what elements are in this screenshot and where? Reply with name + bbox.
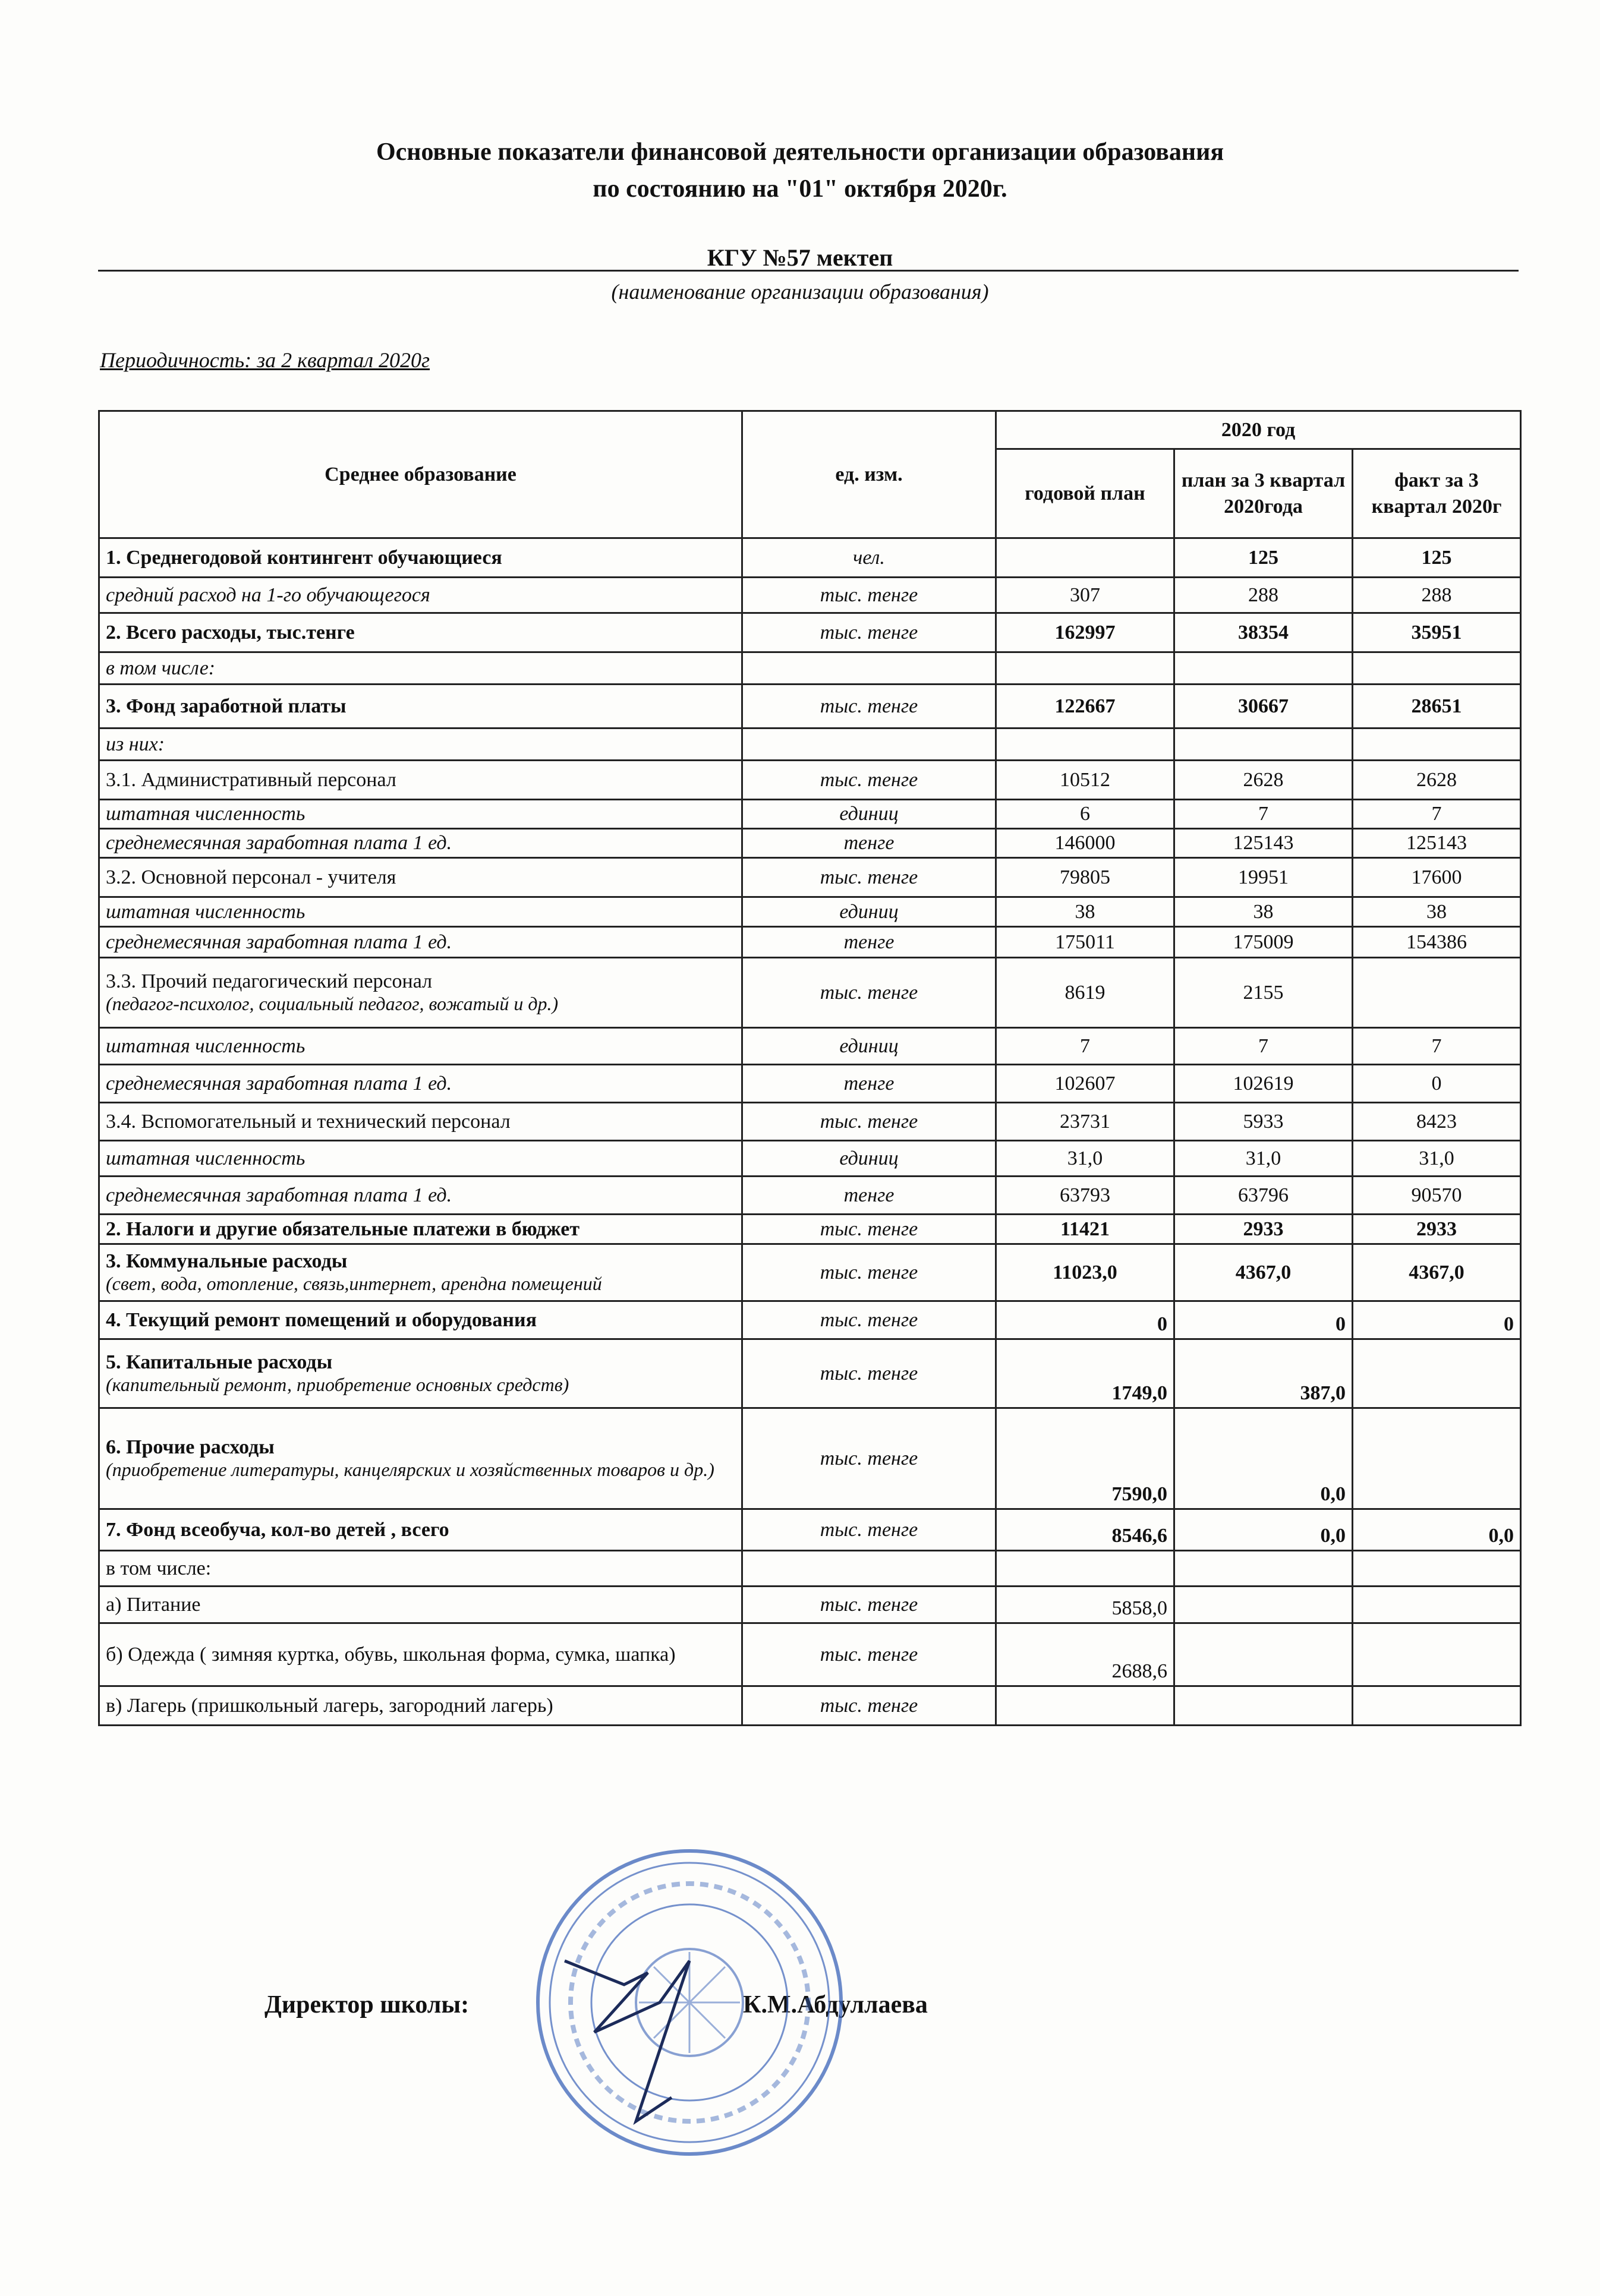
periodicity-label: Периодичность: за 2 квартал 2020г bbox=[100, 348, 430, 372]
director-name: К.М.Абдуллаева bbox=[743, 1991, 928, 2019]
table-row bbox=[99, 858, 1521, 897]
cell-plan: 288 bbox=[1174, 578, 1353, 613]
cell-plan: 5933 bbox=[1174, 1103, 1353, 1141]
cell-plan: 38 bbox=[1174, 897, 1353, 927]
cell-fact: 154386 bbox=[1353, 927, 1521, 958]
row-label: в) Лагерь (пришкольный лагерь, загородний лагерь) bbox=[99, 1686, 742, 1726]
cell-annual bbox=[996, 1686, 1174, 1726]
cell-fact bbox=[1353, 1686, 1521, 1726]
row-unit bbox=[742, 652, 996, 685]
document-title: Основные показатели финансовой деятельности организации образования bbox=[376, 138, 1224, 166]
cell-annual: 31,0 bbox=[996, 1141, 1174, 1177]
row-label: 2. Налоги и другие обязательные платежи в бюджет bbox=[99, 1215, 742, 1244]
cell-annual: 307 bbox=[996, 578, 1174, 613]
table-row bbox=[99, 1623, 1521, 1686]
cell-fact bbox=[1353, 1408, 1521, 1509]
row-unit: тыс. тенге bbox=[742, 1587, 996, 1623]
cell-plan: 31,0 bbox=[1174, 1141, 1353, 1177]
row-sublabel: (свет, вода, отопление, связь,интернет, арендна помещений bbox=[106, 1273, 602, 1294]
cell-plan: 387,0 bbox=[1174, 1339, 1353, 1408]
row-label: 3.4. Вспомогательный и технический персонал bbox=[99, 1103, 742, 1141]
cell-plan bbox=[1174, 1587, 1353, 1623]
cell-plan: 125 bbox=[1174, 538, 1353, 578]
cell-fact: 2933 bbox=[1353, 1215, 1521, 1244]
cell-fact: 31,0 bbox=[1353, 1141, 1521, 1177]
cell-plan bbox=[1174, 728, 1353, 761]
row-label: среднемесячная заработная плата 1 ед. bbox=[99, 1177, 742, 1215]
cell-fact bbox=[1353, 1339, 1521, 1408]
cell-fact: 7 bbox=[1353, 1028, 1521, 1065]
row-unit: единиц bbox=[742, 1141, 996, 1177]
table-row bbox=[99, 829, 1521, 858]
cell-plan: 4367,0 bbox=[1174, 1244, 1353, 1301]
table-row bbox=[99, 1177, 1521, 1215]
row-label: в том числе: bbox=[99, 652, 742, 685]
cell-plan: 63796 bbox=[1174, 1177, 1353, 1215]
row-label: штатная численность bbox=[99, 1028, 742, 1065]
cell-plan: 7 bbox=[1174, 1028, 1353, 1065]
cell-annual: 5858,0 bbox=[996, 1587, 1174, 1623]
row-unit: тыс. тенге bbox=[742, 1623, 996, 1686]
official-stamp bbox=[523, 1836, 856, 2169]
row-label: 3.3. Прочий педагогический персонал (педагог-психолог, социальный педагог, вожатый и др.) bbox=[99, 958, 742, 1028]
cell-fact: 17600 bbox=[1353, 858, 1521, 897]
row-label: штатная численность bbox=[99, 1141, 742, 1177]
cell-plan bbox=[1174, 1623, 1353, 1686]
row-unit: тыс. тенге bbox=[742, 1686, 996, 1726]
cell-plan bbox=[1174, 652, 1353, 685]
cell-annual bbox=[996, 1551, 1174, 1587]
cell-plan: 30667 bbox=[1174, 685, 1353, 728]
row-unit: тыс. тенге bbox=[742, 1215, 996, 1244]
cell-plan: 19951 bbox=[1174, 858, 1353, 897]
row-unit: тенге bbox=[742, 1177, 996, 1215]
row-sublabel: (педагог-психолог, социальный педагог, вожатый и др.) bbox=[106, 993, 559, 1014]
table-row bbox=[99, 685, 1521, 728]
row-unit: тенге bbox=[742, 1065, 996, 1103]
table-body bbox=[99, 538, 1521, 1726]
row-unit: тыс. тенге bbox=[742, 761, 996, 800]
row-unit: тыс. тенге bbox=[742, 1408, 996, 1509]
table-row bbox=[99, 728, 1521, 761]
header-year: 2020 год bbox=[996, 411, 1521, 449]
organization-name: КГУ №57 мектеп bbox=[707, 244, 893, 271]
cell-fact: 288 bbox=[1353, 578, 1521, 613]
cell-plan: 175009 bbox=[1174, 927, 1353, 958]
row-label: 1. Среднегодовой контингент обучающиеся bbox=[99, 538, 742, 578]
cell-annual: 8619 bbox=[996, 958, 1174, 1028]
table-row bbox=[99, 652, 1521, 685]
row-label: 3.1. Административный персонал bbox=[99, 761, 742, 800]
cell-fact: 28651 bbox=[1353, 685, 1521, 728]
table-row bbox=[99, 897, 1521, 927]
row-label: среднемесячная заработная плата 1 ед. bbox=[99, 927, 742, 958]
cell-plan: 125143 bbox=[1174, 829, 1353, 858]
header-unit: ед. изм. bbox=[742, 411, 996, 538]
row-unit: тыс. тенге bbox=[742, 958, 996, 1028]
row-unit bbox=[742, 728, 996, 761]
cell-fact bbox=[1353, 958, 1521, 1028]
table-row bbox=[99, 578, 1521, 613]
row-unit: единиц bbox=[742, 897, 996, 927]
cell-annual: 23731 bbox=[996, 1103, 1174, 1141]
cell-fact bbox=[1353, 728, 1521, 761]
row-unit: тыс. тенге bbox=[742, 1103, 996, 1141]
table-row bbox=[99, 1509, 1521, 1551]
director-label: Директор школы: bbox=[264, 1991, 470, 2019]
table-row bbox=[99, 1244, 1521, 1301]
row-sublabel: (капительный ремонт, приобретение основных средств) bbox=[106, 1374, 569, 1395]
header-section: Среднее образование bbox=[99, 411, 742, 538]
header-fact-q3: факт за 3 квартал 2020г bbox=[1353, 449, 1521, 538]
cell-annual: 102607 bbox=[996, 1065, 1174, 1103]
table-row bbox=[99, 1301, 1521, 1339]
row-unit: тыс. тенге bbox=[742, 1244, 996, 1301]
cell-fact: 4367,0 bbox=[1353, 1244, 1521, 1301]
cell-plan bbox=[1174, 1551, 1353, 1587]
table-row bbox=[99, 958, 1521, 1028]
cell-plan: 2933 bbox=[1174, 1215, 1353, 1244]
row-label: среднемесячная заработная плата 1 ед. bbox=[99, 1065, 742, 1103]
header-annual-plan: годовой план bbox=[996, 449, 1174, 538]
cell-annual bbox=[996, 728, 1174, 761]
cell-fact: 38 bbox=[1353, 897, 1521, 927]
cell-fact: 0 bbox=[1353, 1301, 1521, 1339]
row-label: среднемесячная заработная плата 1 ед. bbox=[99, 829, 742, 858]
table-row bbox=[99, 1215, 1521, 1244]
cell-annual: 11421 bbox=[996, 1215, 1174, 1244]
cell-annual: 0 bbox=[996, 1301, 1174, 1339]
row-unit: тыс. тенге bbox=[742, 1301, 996, 1339]
cell-fact: 0 bbox=[1353, 1065, 1521, 1103]
cell-annual: 6 bbox=[996, 800, 1174, 829]
cell-annual: 175011 bbox=[996, 927, 1174, 958]
row-label: 3.2. Основной персонал - учителя bbox=[99, 858, 742, 897]
row-unit: тыс. тенге bbox=[742, 1339, 996, 1408]
cell-annual: 11023,0 bbox=[996, 1244, 1174, 1301]
document-subtitle: по состоянию на "01" октября 2020г. bbox=[593, 175, 1007, 203]
row-unit: тыс. тенге bbox=[742, 613, 996, 652]
cell-fact bbox=[1353, 1623, 1521, 1686]
row-unit: тыс. тенге bbox=[742, 685, 996, 728]
row-label: б) Одежда ( зимняя куртка, обувь, школьная форма, сумка, шапка) bbox=[99, 1623, 742, 1686]
cell-annual: 122667 bbox=[996, 685, 1174, 728]
cell-plan: 7 bbox=[1174, 800, 1353, 829]
row-sublabel: (приобретение литературы, канцелярских и хозяйственных товаров и др.) bbox=[106, 1459, 714, 1480]
row-unit: тыс. тенге bbox=[742, 578, 996, 613]
cell-fact: 2628 bbox=[1353, 761, 1521, 800]
row-label: а) Питание bbox=[99, 1587, 742, 1623]
table-row bbox=[99, 1686, 1521, 1726]
table-row bbox=[99, 1141, 1521, 1177]
row-label: штатная численность bbox=[99, 897, 742, 927]
cell-plan: 0 bbox=[1174, 1301, 1353, 1339]
cell-fact: 125143 bbox=[1353, 829, 1521, 858]
cell-fact bbox=[1353, 652, 1521, 685]
table-row bbox=[99, 1551, 1521, 1587]
row-label: штатная численность bbox=[99, 800, 742, 829]
cell-annual: 8546,6 bbox=[996, 1509, 1174, 1551]
table-row bbox=[99, 1587, 1521, 1623]
cell-annual: 79805 bbox=[996, 858, 1174, 897]
row-unit: чел. bbox=[742, 538, 996, 578]
row-unit: тенге bbox=[742, 927, 996, 958]
cell-annual: 7590,0 bbox=[996, 1408, 1174, 1509]
cell-annual: 146000 bbox=[996, 829, 1174, 858]
cell-annual: 162997 bbox=[996, 613, 1174, 652]
cell-fact: 0,0 bbox=[1353, 1509, 1521, 1551]
cell-fact: 125 bbox=[1353, 538, 1521, 578]
cell-fact: 7 bbox=[1353, 800, 1521, 829]
cell-annual: 10512 bbox=[996, 761, 1174, 800]
table-row bbox=[99, 800, 1521, 829]
table-row bbox=[99, 1103, 1521, 1141]
cell-annual: 2688,6 bbox=[996, 1623, 1174, 1686]
financial-indicators-table bbox=[98, 410, 1522, 1726]
row-label: 4. Текущий ремонт помещений и оборудования bbox=[99, 1301, 742, 1339]
row-unit: единиц bbox=[742, 1028, 996, 1065]
cell-fact: 35951 bbox=[1353, 613, 1521, 652]
table-row bbox=[99, 538, 1521, 578]
row-label: средний расход на 1-го обучающегося bbox=[99, 578, 742, 613]
cell-plan: 102619 bbox=[1174, 1065, 1353, 1103]
row-label: 3. Коммунальные расходы (свет, вода, отопление, связь,интернет, арендна помещений bbox=[99, 1244, 742, 1301]
table-row bbox=[99, 1339, 1521, 1408]
cell-plan: 2155 bbox=[1174, 958, 1353, 1028]
table-row bbox=[99, 1028, 1521, 1065]
cell-annual bbox=[996, 538, 1174, 578]
cell-plan bbox=[1174, 1686, 1353, 1726]
organization-underline bbox=[98, 270, 1519, 272]
row-label: 3. Фонд заработной платы bbox=[99, 685, 742, 728]
cell-fact bbox=[1353, 1551, 1521, 1587]
cell-plan: 0,0 bbox=[1174, 1509, 1353, 1551]
row-unit: тыс. тенге bbox=[742, 1509, 996, 1551]
table-row bbox=[99, 761, 1521, 800]
row-unit bbox=[742, 1551, 996, 1587]
cell-plan: 0,0 bbox=[1174, 1408, 1353, 1509]
cell-annual: 7 bbox=[996, 1028, 1174, 1065]
row-unit: тыс. тенге bbox=[742, 858, 996, 897]
table-row bbox=[99, 1408, 1521, 1509]
cell-fact bbox=[1353, 1587, 1521, 1623]
header-plan-q3: план за 3 квартал 2020года bbox=[1174, 449, 1353, 538]
row-unit: тенге bbox=[742, 829, 996, 858]
cell-fact: 90570 bbox=[1353, 1177, 1521, 1215]
table-row bbox=[99, 1065, 1521, 1103]
row-unit: единиц bbox=[742, 800, 996, 829]
cell-annual: 1749,0 bbox=[996, 1339, 1174, 1408]
row-label: 6. Прочие расходы (приобретение литературы, канцелярских и хозяйственных товаров и др.) bbox=[99, 1408, 742, 1509]
cell-annual bbox=[996, 652, 1174, 685]
row-label: в том числе: bbox=[99, 1551, 742, 1587]
cell-fact: 8423 bbox=[1353, 1103, 1521, 1141]
cell-plan: 38354 bbox=[1174, 613, 1353, 652]
table-row bbox=[99, 613, 1521, 652]
row-label: 7. Фонд всеобуча, кол-во детей , всего bbox=[99, 1509, 742, 1551]
cell-annual: 38 bbox=[996, 897, 1174, 927]
row-label: из них: bbox=[99, 728, 742, 761]
cell-plan: 2628 bbox=[1174, 761, 1353, 800]
cell-annual: 63793 bbox=[996, 1177, 1174, 1215]
table-row bbox=[99, 927, 1521, 958]
organization-caption: (наименование организации образования) bbox=[611, 280, 989, 304]
row-label: 5. Капитальные расходы (капительный ремонт, приобретение основных средств) bbox=[99, 1339, 742, 1408]
row-label: 2. Всего расходы, тыс.тенге bbox=[99, 613, 742, 652]
